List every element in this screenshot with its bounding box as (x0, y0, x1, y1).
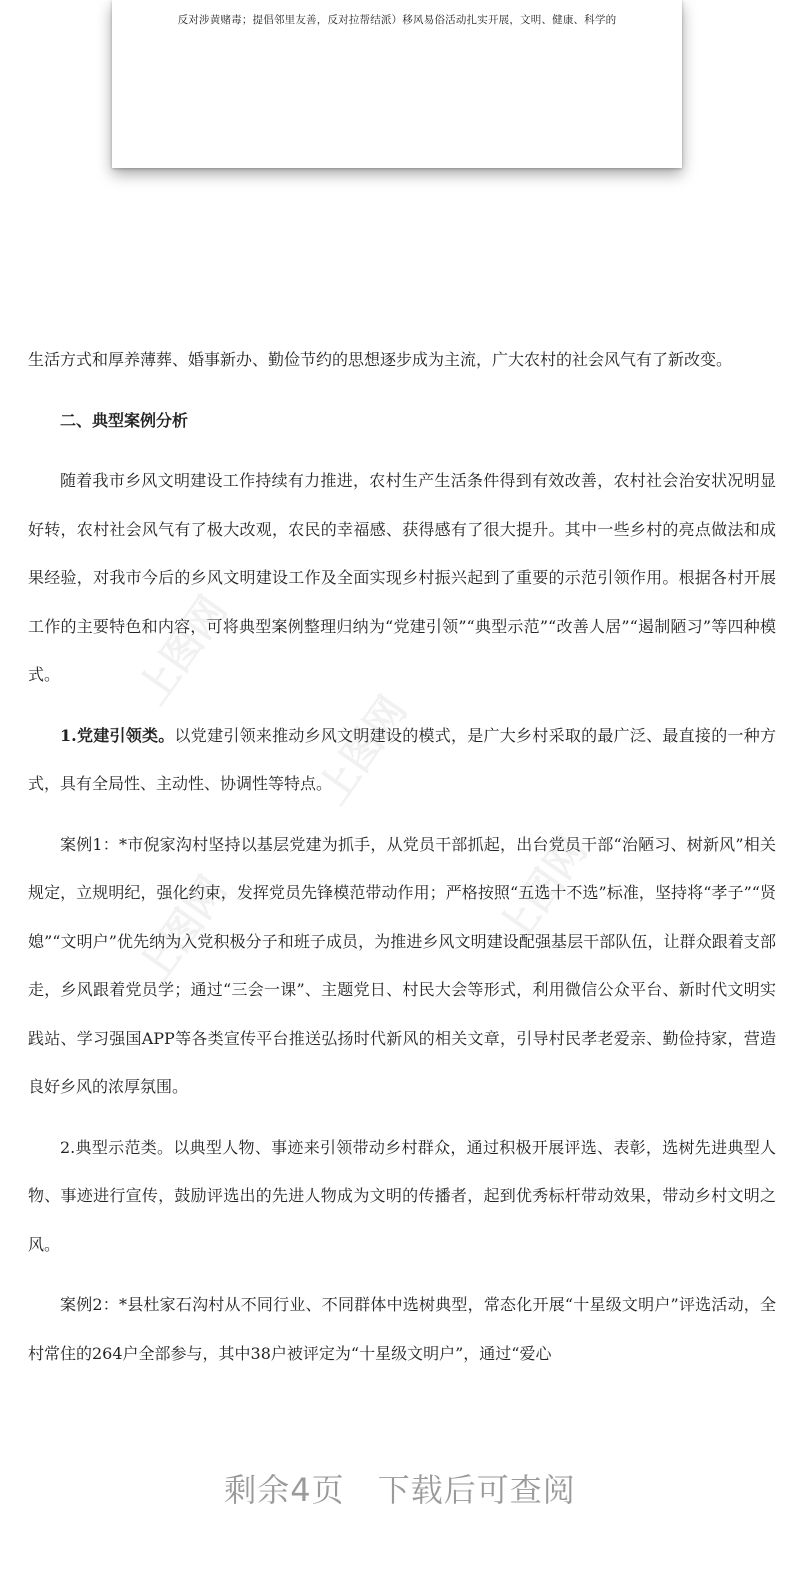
paragraph-typical-demo: 2.典型示范类。以典型人物、事迹来引领带动乡村群众，通过积极开展评选、表彰，选树先进典型人物、事迹进行宣传，鼓励评选出的先进人物成为文明的传播者，起到优秀标杆带动效果，带动乡村文明之风。 (28, 1137, 776, 1254)
preview-page-card (112, 0, 682, 168)
watermark: 上图网 (489, 828, 597, 953)
watermark: 上图网 (129, 588, 237, 713)
section-heading: 二、典型案例分析 (60, 410, 189, 430)
paragraph-case-2: 案例2：*县杜家石沟村从不同行业、不同群体中选树典型，常态化开展“十星级文明户”评选活动，全村常住的264户全部参与，其中38户被评定为“十星级文明户”，通过“爱心 (28, 1295, 776, 1363)
watermark: 上图网 (129, 868, 237, 993)
paragraph-case-1: 案例1：*市倪家沟村坚持以基层党建为抓手，从党员干部抓起，出台党员干部“治陋习、树新风”相关规定，立规明纪，强化约束，发挥党员先锋模范带动作用；严格按照“五选十不选”标准，坚持将“孝子”“贤媳”“文明户”优先纳为入党积极分子和班子成员，为推进乡风文明建设配强基层干部队伍，让群众跟着支部走，乡风跟着党员学；通过“三会一课”、主题党日、村民大会等形式，利用微信公众平台、新时代文明实践站、学习强国APP等各类宣传平台推送弘扬时代新风的相关文章，引导村民孝老爱亲、勤俭持家，营造良好乡风的浓厚氛围。 (28, 834, 776, 1096)
watermark: 上图网 (309, 688, 417, 813)
paragraph-party-building (28, 712, 776, 809)
paragraph-text: 以党建引领来推动乡风文明建设的模式，是广大乡村采取的最广泛、最直接的一种方式，具有全局性、主动性、协调性等特点。 (28, 725, 776, 793)
document-body (28, 336, 776, 1390)
paragraph-continuation: 生活方式和厚养薄葬、婚事新办、勤俭节约的思想逐步成为主流，广大农村的社会风气有了新改变。 (28, 350, 733, 369)
remaining-pages-notice[interactable]: 剩余4页 下载后可查阅 (224, 1471, 576, 1509)
preview-card-text: 反对涉黄赌毒；提倡邻里友善，反对拉帮结派）移风易俗活动扎实开展，文明、健康、科学的 (177, 14, 617, 26)
paragraph-lead: 1.党建引领类。 (60, 725, 175, 745)
paragraph-intro: 随着我市乡风文明建设工作持续有力推进，农村生产生活条件得到有效改善，农村社会治安状况明显好转，农村社会风气有了极大改观，农民的幸福感、获得感有了很大提升。其中一些乡村的亮点做法和成果经验，对我市今后的乡风文明建设工作及全面实现乡村振兴起到了重要的示范引领作用。根据各村开展工作的主要特色和内容，可将典型案例整理归纳为“党建引领”“典型示范”“改善人居”“遏制陋习”等四种模式。 (28, 471, 776, 684)
